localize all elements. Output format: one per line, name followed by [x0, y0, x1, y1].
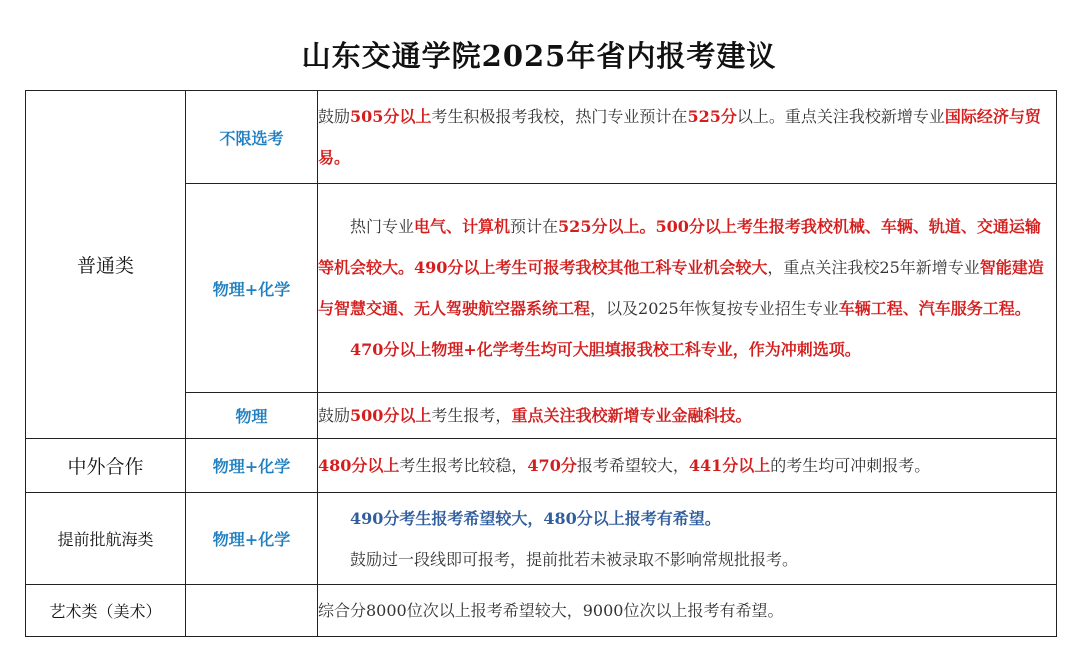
advice-cell	[318, 439, 1057, 493]
highlight-segment: 480分以上	[318, 456, 400, 475]
advice-segment: 的考生均可冲刺报考。	[770, 456, 931, 475]
advice-segment: 报考希望较大，	[576, 456, 689, 475]
category-cell: 艺术类（美术）	[26, 585, 186, 637]
advice-segment: 鼓励	[318, 406, 351, 425]
advice-cell	[318, 393, 1057, 439]
highlight-segment: 重点关注我校新增专业金融科技。	[511, 406, 752, 425]
highlight-segment: 电气、计算机	[414, 217, 511, 236]
advice-text	[318, 445, 1056, 486]
advice-segment: 考生报考比较稳，	[399, 456, 528, 475]
table-row	[26, 493, 1057, 585]
subject-cell: 物理+化学	[186, 184, 318, 393]
highlight-segment: 505分以上	[350, 107, 432, 126]
table-row	[26, 439, 1057, 493]
highlight-segment: 智能建造与智慧交通、无人驾驶航空器系统工程	[318, 258, 1044, 318]
subject-cell: 不限选考	[186, 91, 318, 184]
page-title: 山东交通学院2025年省内报考建议	[301, 39, 777, 73]
advice-segment: 综合分8000位次以上报考希望较大，9000位次以上报考有希望。	[318, 601, 784, 620]
advice-segment: 考生积极报考我校，热门专业预计在	[431, 107, 688, 126]
advice-text	[318, 329, 1056, 370]
advice-cell	[318, 493, 1057, 585]
highlight-segment: 500分以上	[350, 406, 432, 425]
subject-cell: 物理+化学	[186, 493, 318, 585]
advice-segment: ，重点关注我校25年新增专业	[767, 258, 980, 277]
highlight-segment: 441分以上	[688, 456, 771, 475]
subject-cell: 物理+化学	[186, 439, 318, 493]
advice-segment: 考生报考，	[431, 406, 512, 425]
advice-segment: 以上。重点关注我校新增专业	[736, 107, 945, 126]
category-cell: 中外合作	[26, 439, 186, 493]
advice-cell	[318, 585, 1057, 637]
advice-text	[318, 539, 1056, 580]
advice-text	[318, 206, 1056, 329]
advice-segment: 预计在	[510, 217, 559, 236]
advice-cell	[318, 91, 1057, 184]
advice-text	[318, 590, 1056, 631]
advice-segment: 鼓励过一段线即可报考，提前批若未被录取不影响常规批报考。	[350, 549, 799, 569]
subject-cell: 物理	[186, 393, 318, 439]
subject-cell	[186, 585, 318, 637]
advice-segment: 热门专业	[350, 217, 415, 236]
category-cell: 普通类	[26, 91, 186, 439]
highlight-segment: 525分	[687, 107, 737, 126]
highlight-segment: 525分以上。500分以上考生报考我校机械、车辆、轨道、交通运输等机会较大。490分以上考生可报考我校其他工科专业机会较大	[318, 217, 1041, 277]
highlight-segment: 国际经济与贸易。	[318, 107, 1041, 167]
advice-text	[318, 395, 1056, 436]
advice-segment: 鼓励	[318, 107, 351, 126]
highlight-segment: 470分以上物理+化学考生均可大胆填报我校工科专业，作为冲刺选项。	[350, 340, 861, 359]
category-cell: 提前批航海类	[26, 493, 186, 585]
highlight-segment: 车辆工程、汽车服务工程。	[838, 299, 1031, 318]
admission-advice-table	[25, 90, 1057, 637]
advice-cell	[318, 184, 1057, 393]
table-row	[26, 585, 1057, 637]
table-row	[26, 91, 1057, 184]
advice-segment: ，以及2025年恢复按专业招生专业	[590, 299, 839, 318]
highlight-segment: 490分考生报考希望较大，480分以上报考有希望。	[350, 508, 721, 528]
advice-text	[318, 96, 1056, 178]
advice-text	[318, 498, 1056, 539]
highlight-segment: 470分	[527, 456, 577, 475]
